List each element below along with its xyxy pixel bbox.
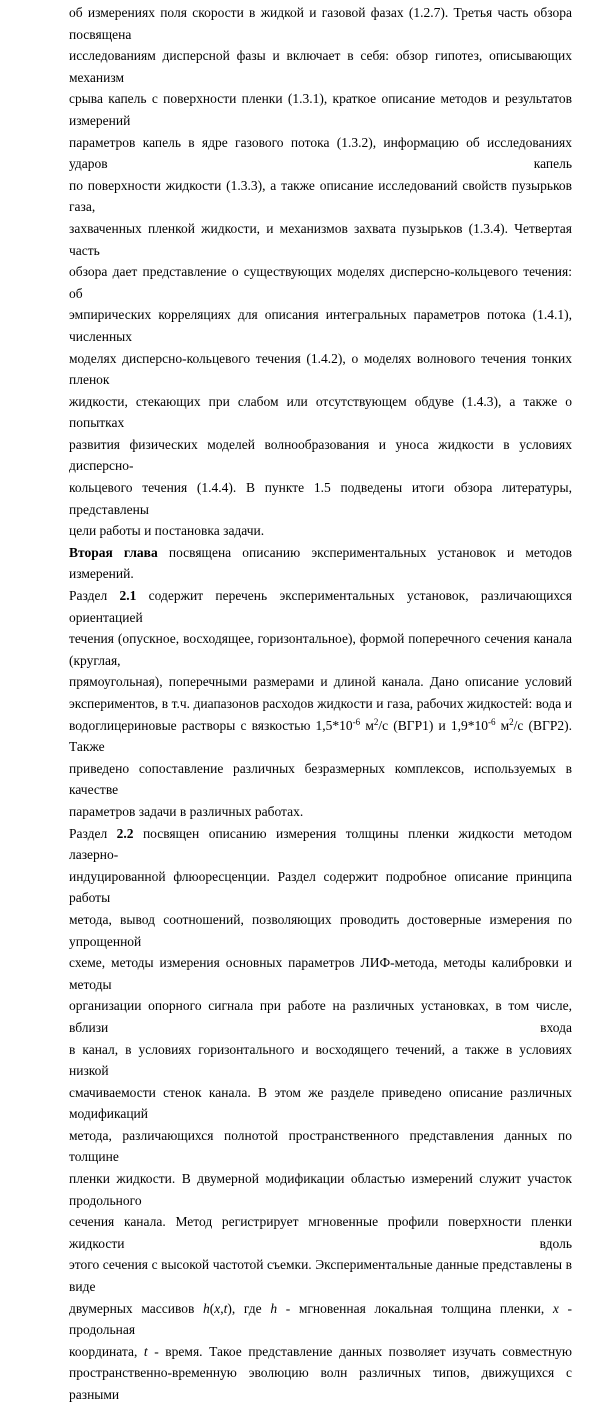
section-number: 2.2 bbox=[116, 825, 134, 841]
text-span: - мгновенная локальная толщина пленки, bbox=[277, 1300, 553, 1316]
exponent: 2 bbox=[373, 716, 379, 727]
text-line: схеме, методы измерения основных параметров ЛИФ-метода, методы калибровки и методы bbox=[69, 955, 572, 992]
text-span: - продольная bbox=[69, 1300, 573, 1338]
text-span: Раздел bbox=[69, 588, 120, 604]
text-span: м bbox=[495, 717, 510, 733]
text-line bbox=[69, 823, 572, 866]
text-line: экспериментов, в т.ч. диапазонов расходов жидкости и газа, рабочих жидкостей: вода и bbox=[69, 696, 572, 711]
text-line: эмпирических корреляциях для описания интегральных параметров потока (1.4.1), численных bbox=[69, 307, 572, 344]
text-line: об измерениях поля скорости в жидкой и газовой фазах (1.2.7). Третья часть обзора посвящена bbox=[69, 5, 572, 42]
exponent: -6 bbox=[352, 716, 361, 727]
text-line: обзора дает представление о существующих моделях дисперсно-кольцевого течения: об bbox=[69, 264, 572, 301]
text-line-viscosity bbox=[69, 715, 572, 758]
text-span: м bbox=[360, 717, 374, 733]
text-span: ) bbox=[227, 1300, 232, 1316]
paragraph-chapter-two-intro bbox=[69, 542, 572, 585]
text-line-formula bbox=[69, 1298, 572, 1341]
text-line: метода, различающихся полнотой пространственного представления данных по толщине bbox=[69, 1127, 572, 1165]
text-line: развития физических моделей волнообразования и уноса жидкости в условиях дисперсно- bbox=[69, 436, 572, 474]
paragraph-section-2-2 bbox=[69, 823, 572, 1406]
text-line: моделях дисперсно-кольцевого течения (1.4.2), о моделях волнового течения тонких пленок bbox=[69, 350, 572, 388]
text-span: , где bbox=[231, 1300, 271, 1316]
text-line: кольцевого течения (1.4.4). В пункте 1.5 подведены итоги обзора литературы, представлены bbox=[69, 480, 572, 517]
text-line: по поверхности жидкости (1.3.3), а также описание исследований свойств пузырьков газа, bbox=[69, 177, 572, 215]
text-line: параметров задачи в различных работах. bbox=[69, 803, 304, 819]
math-variable: t bbox=[143, 1343, 148, 1359]
text-line: течения (опускное, восходящее, горизонтальное), формой поперечного сечения канала (круглая, bbox=[69, 631, 572, 668]
section-number: 2.1 bbox=[119, 588, 137, 604]
math-variable: h bbox=[203, 1300, 210, 1316]
text-span: , bbox=[220, 1300, 224, 1316]
text-span: - время. Такое представление данных позволяет изучать совместную bbox=[147, 1343, 573, 1359]
text-span: координата, bbox=[69, 1343, 144, 1359]
text-line bbox=[69, 585, 572, 628]
text-span: Раздел bbox=[69, 825, 117, 841]
text-line: сечения канала. Метод регистрирует мгновенные профили поверхности пленки жидкости вдоль bbox=[69, 1214, 572, 1251]
text-span: /с (ВГР2). Также bbox=[69, 717, 572, 755]
text-line: организации опорного сигнала при работе на различных установках, в том числе, вблизи входа bbox=[69, 998, 572, 1035]
text-span: содержит перечень экспериментальных установок, различающихся ориентацией bbox=[69, 588, 572, 625]
text-line: прямоугольная), поперечными размерами и длиной канала. Дано описание условий bbox=[69, 674, 572, 690]
exponent: 2 bbox=[509, 716, 514, 727]
text-line: срыва капель с поверхности пленки (1.3.1), краткое описание методов и результатов измерений bbox=[69, 91, 572, 128]
text-line: метода, вывод соотношений, позволяющих проводить достоверные измерения по упрощенной bbox=[69, 911, 572, 949]
paragraph-section-2-1 bbox=[69, 585, 572, 823]
text-span: /с (ВГР1) и 1,9*10 bbox=[378, 717, 488, 733]
text-span: двумерных массивов bbox=[69, 1300, 204, 1316]
math-variable: h bbox=[270, 1300, 278, 1316]
text-line: цели работы и постановка задачи. bbox=[69, 523, 265, 539]
text-line: исследованиям дисперсной фазы и включает в себя: обзор гипотез, описывающих механизм bbox=[69, 48, 572, 85]
text-span: водоглицериновые растворы с вязкостью 1,5*10 bbox=[69, 717, 353, 733]
math-variable: x bbox=[552, 1300, 559, 1316]
text-line: в канал, в условиях горизонтального и восходящего течений, а также в условиях низкой bbox=[69, 1041, 572, 1079]
text-line: захваченных пленкой жидкости, и механизмов захвата пузырьков (1.3.4). Четвертая часть bbox=[69, 220, 572, 258]
text-span: посвящена описанию экспериментальных установок и методов измерений. bbox=[69, 544, 572, 582]
chapter-two-heading: Вторая глава bbox=[69, 544, 158, 560]
text-line: смачиваемости стенок канала. В этом же разделе приведено описание различных модификаций bbox=[69, 1084, 572, 1122]
text-line-coordinate bbox=[69, 1341, 572, 1363]
text-line: параметров капель в ядре газового потока (1.3.2), информацию об исследованиях ударов капель bbox=[69, 134, 572, 172]
text-line: пленки жидкости. В двумерной модификации областью измерений служит участок продольного bbox=[69, 1171, 572, 1208]
text-line: индуцированной флюоресценции. Раздел содержит подробное описание принципа работы bbox=[69, 868, 572, 906]
text-line: приведено сопоставление различных безразмерных комплексов, используемых в качестве bbox=[69, 760, 572, 798]
exponent: -6 bbox=[487, 716, 496, 727]
text-span: ( bbox=[209, 1300, 215, 1316]
math-variable: t bbox=[223, 1300, 228, 1316]
paragraph-review-summary bbox=[69, 2, 572, 542]
text-line: этого сечения с высокой частотой съемки. Экспериментальные данные представлены в виде bbox=[69, 1257, 572, 1295]
text-line: жидкости, стекающих при слабом или отсутствующем обдуве (1.4.3), а также о попытках bbox=[69, 393, 572, 431]
text-span: посвящен описанию измерения толщины пленки жидкости методом лазерно- bbox=[69, 825, 572, 863]
text-line: пространственно-временную эволюцию волн различных типов, движущихся с разными bbox=[69, 1365, 572, 1402]
math-variable: x bbox=[214, 1300, 221, 1316]
